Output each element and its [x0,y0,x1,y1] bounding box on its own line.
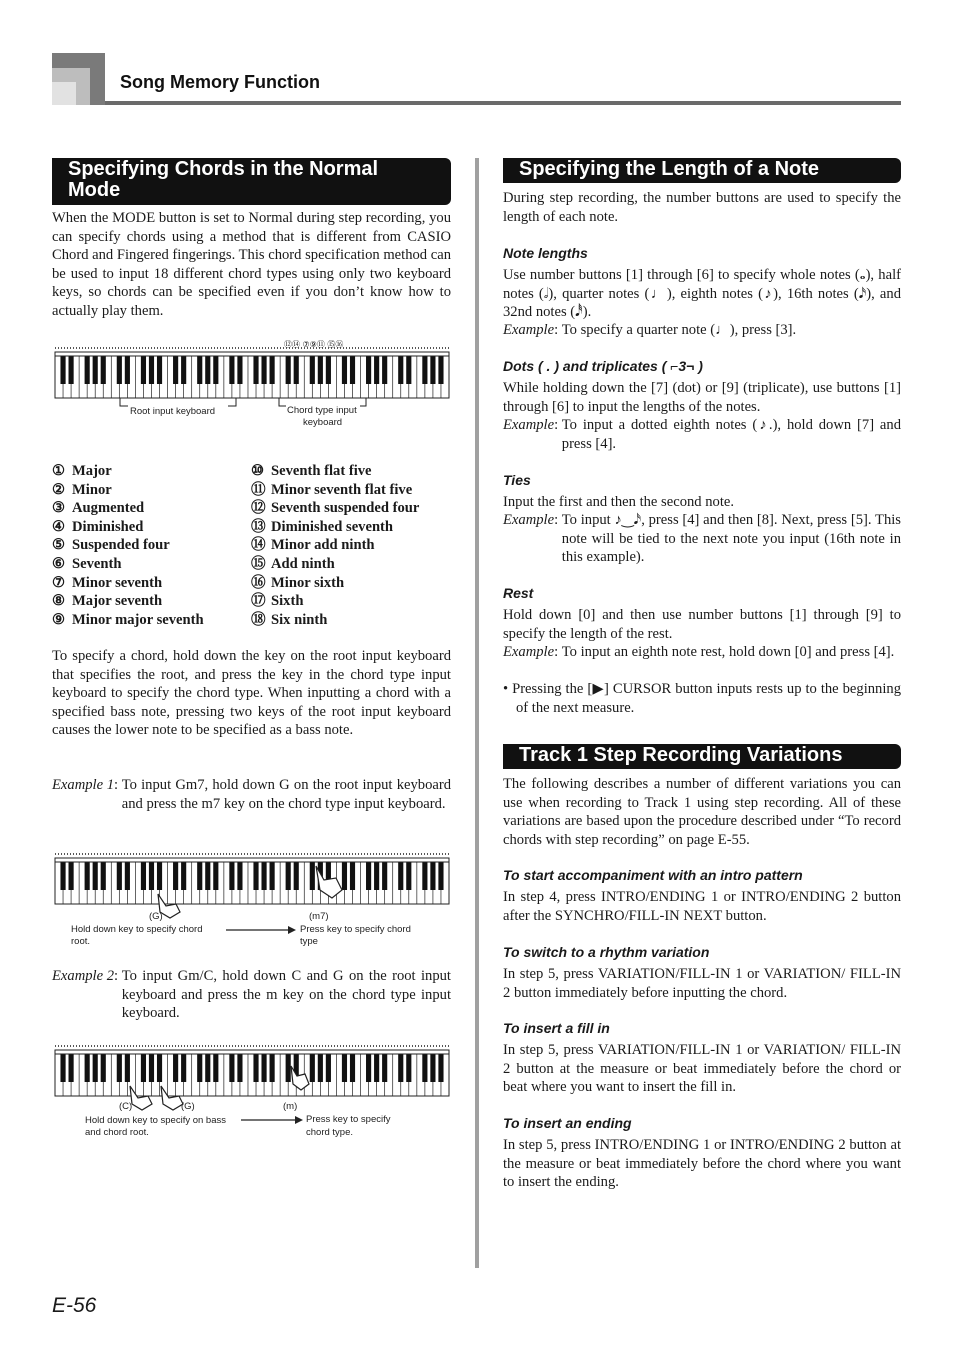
example-1: Example 1: To input Gm7, hold down G on the root input keyboard and press the m7 key on the chord type input keyboard. [52,777,451,812]
chord-type-item [52,555,204,574]
variation-text-fill-in: In step 5, press VARIATION/FILL-IN 1 or VARIATION/ FILL-IN 2 button at the measure or beat immediately before the chord or beat where you want to insert the fill in. [503,1042,901,1096]
black-key [342,356,347,384]
chord-type-number: ④ [52,518,66,535]
ties-text: Input the first and then the second note. [503,494,735,510]
chord-type-number: ⑮ [251,555,266,572]
black-key [237,1054,242,1082]
black-key [422,1054,427,1082]
chord-type-item [251,518,419,537]
chord-type-number: ⑥ [52,555,66,572]
black-key [326,356,331,384]
black-key [205,1054,210,1082]
chord-type-name: Six ninth [271,611,328,628]
chord-type-name: Minor seventh [72,574,163,591]
black-key [366,356,371,384]
black-key [237,862,242,890]
chord-types-list-2 [251,462,419,629]
black-key [406,1054,411,1082]
chord-type-keyboard-label-2: keyboard [303,417,343,428]
black-key [60,1054,65,1082]
svg-text:⑫⑭ ⑦⑨⑪ ⑮⑯: ⑫⑭ ⑦⑨⑪ ⑮⑯ [284,340,344,349]
chord-type-number: ⑦ [52,574,66,591]
variation-title-ending: To insert an ending [503,1115,632,1131]
black-key [117,862,122,890]
arrow-right-icon [241,1115,303,1125]
note-lengths-example-text: To specify a quarter note (♩), press [3]. [561,322,797,338]
chord-number-markers [280,338,360,350]
black-key [213,1054,218,1082]
key-g-label-2: (G) [181,1101,195,1112]
dots-example-text: To input a dotted eighth notes (♪.), hold down [7] and press [4]. [561,417,901,452]
kb3-left-note-1: Hold down key to specify on bass [85,1115,226,1126]
chord-type-item [251,499,419,518]
black-key [261,1054,266,1082]
black-key [197,1054,202,1082]
kb3-right-note-2: chord type. [306,1127,353,1138]
kb3-right-note-1: Press key to specify [306,1114,391,1125]
black-key [374,862,379,890]
chord-type-number: ⑤ [52,537,66,554]
chord-types-list-1 [52,462,204,629]
black-key [101,862,106,890]
variation-title-fill-in: To insert a fill in [503,1020,610,1036]
header-title: Song Memory Function [120,72,320,92]
black-key [350,862,355,890]
note-lengths-example: Example: To specify a quarter note (♩), press [3]. [503,321,901,340]
black-key [229,1054,234,1082]
black-key [205,862,210,890]
chord-type-number: ⑱ [251,611,266,628]
chord-type-item [52,611,204,630]
black-key [310,356,315,384]
chord-type-item [251,611,419,630]
note-length-intro: During step recording, the number buttons are used to specify the length of each note. [503,190,901,225]
black-key [382,862,387,890]
black-key [253,1054,258,1082]
black-key [197,356,202,384]
variation-title-rhythm: To switch to a rhythm variation [503,944,710,960]
black-key [398,1054,403,1082]
black-key [350,356,355,384]
black-key [125,356,130,384]
black-key [438,1054,443,1082]
page-number: E-56 [52,1294,97,1317]
black-key [326,1054,331,1082]
kb2-left-note-1: Hold down key to specify chord [71,924,203,935]
hand-pointer-icon [285,1062,315,1092]
chords-intro-paragraph: When the MODE button is set to Normal during step recording, you can specify chords using a method that is different from CASIO Chord and Fingered fingerings. This chord specification method can be used to input 18 different chord types using only two keyboard keys, so chords can be specified even if you don’t know how to actually play them. [52,210,451,319]
black-key [101,1054,106,1082]
black-key [157,1054,162,1082]
example-1-label: Example 1 [52,777,115,793]
chord-type-name: Sixth [271,593,304,610]
dots-example: Example: To input a dotted eighth notes (♪.), hold down [7] and press [4]. [503,417,901,452]
black-key [125,1054,130,1082]
chord-type-name: Diminished seventh [271,518,394,535]
chord-type-name: Major [72,463,112,479]
section-heading-chords: Specifying Chords in the Normal Mode [52,158,451,205]
chord-type-name: Minor sixth [271,574,345,591]
chord-type-item [52,499,204,518]
black-key [294,862,299,890]
example-2: Example 2: To input Gm/C, hold down C and G on the root input keyboard and press the m key on the chord type input keyboard. [52,968,451,1022]
variation-text-rhythm: In step 5, press VARIATION/FILL-IN 1 or VARIATION/ FILL-IN 2 button immediately before inputting the chord. [503,966,901,1001]
black-key [173,1054,178,1082]
black-key [181,862,186,890]
black-key [60,862,65,890]
rest-example-text: To input an eighth note rest, hold down [0] and press [4]. [561,644,895,660]
black-key [149,1054,154,1082]
example-1-text: To input Gm7, hold down G on the root input keyboard and press the m7 key on the chord type input keyboard. [121,777,451,812]
black-key [125,862,130,890]
black-key [261,356,266,384]
kb3-left-note-2: and chord root. [85,1127,149,1138]
chord-type-item [52,481,204,500]
black-key [270,356,275,384]
black-key [229,862,234,890]
chord-type-number: ⑪ [251,481,266,498]
black-key [85,862,90,890]
kb2-left-note-2: root. [71,936,91,947]
black-key [117,1054,122,1082]
black-key [318,1054,323,1082]
black-key [141,1054,146,1082]
keyboard-frame [55,858,449,904]
black-key [286,356,291,384]
black-key [430,356,435,384]
chord-type-item [251,481,419,500]
section-heading-note-length: Specifying the Length of a Note [503,158,901,183]
column-divider [475,158,479,1268]
rest-example-label: Example [503,644,555,660]
black-key [93,1054,98,1082]
key-c-label: (C) [119,1101,133,1112]
black-key [197,862,202,890]
black-key [430,1054,435,1082]
variation-text-intro: In step 4, press INTRO/ENDING 1 or INTRO/ENDING 2 button after the SYNCHRO/FILL-IN NEXT button. [503,889,901,924]
dots-title: Dots ( . ) and triplicates ( ⌐3¬ ) [503,358,703,374]
note-lengths-title: Note lengths [503,245,588,261]
black-key [422,862,427,890]
variation-text-ending: In step 5, press INTRO/ENDING 1 or INTRO/ENDING 2 button at the measure or beat immediately before the chord where you want to insert the ending. [503,1137,901,1191]
ties-example-label: Example [503,512,555,528]
rest-text: Hold down [0] and then use number buttons [1] through [9] to specify the length of the rest. [503,607,901,642]
chord-type-item [52,574,204,593]
chord-type-number: ⑯ [251,574,266,591]
black-key [253,356,258,384]
chord-type-number: ⑧ [52,593,66,610]
section-heading-variations: Track 1 Step Recording Variations [503,744,901,769]
variation-title-intro: To start accompaniment with an intro pattern [503,867,803,883]
black-key [149,862,154,890]
chord-type-number: ⑰ [251,593,266,610]
rest-example: Example: To input an eighth note rest, hold down [0] and press [4]. [503,643,901,662]
black-key [398,862,403,890]
chord-type-number: ③ [52,500,66,517]
key-m-label: (m) [283,1101,298,1112]
specify-chord-paragraph: To specify a chord, hold down the key on the root input keyboard that specifies the root, and press the key in the chord type input keyboard to specify the chord type. When inputting a chord with a specified bass note, pressing two keys of the root input keyboard causes the lower note to be specified as a bass note. [52,648,451,739]
header-tab-graphic-inner [52,82,76,105]
black-key [157,356,162,384]
black-key [60,356,65,384]
chord-type-name: Seventh [72,555,122,572]
black-key [374,356,379,384]
chord-type-item [251,462,419,481]
chord-type-name: Minor add ninth [271,537,375,554]
black-key [213,356,218,384]
chord-type-item [251,536,419,555]
chord-type-name: Major seventh [72,593,163,610]
chord-type-number: ⑩ [251,463,265,479]
black-key [422,356,427,384]
hand-pointer-icon [310,862,350,902]
black-key [398,356,403,384]
dots-text: While holding down the [7] (dot) or [9] (triplicate), use buttons [1] through [6] to input the lengths of the notes. [503,380,901,415]
chord-type-item [52,536,204,555]
black-key [270,1054,275,1082]
black-key [318,356,323,384]
keyboard-frame [55,1050,449,1096]
black-key [149,356,154,384]
black-key [141,862,146,890]
black-key [93,356,98,384]
ties-title: Ties [503,472,531,488]
chord-type-name: Minor seventh flat five [271,481,413,498]
variations-intro: The following describes a number of different variations you can use when recording to Track 1 using step recording. All of these variations are based upon the procedure described under “To record chords with step recording” on page E-55. [503,776,901,848]
chord-type-item [251,555,419,574]
black-key [438,862,443,890]
black-key [350,1054,355,1082]
chord-type-item [52,592,204,611]
chord-type-number: ⑬ [251,518,266,535]
key-m7-label: (m7) [309,911,329,922]
black-key [406,862,411,890]
black-key [237,356,242,384]
black-key [69,356,74,384]
chord-type-number: ⑭ [251,537,266,554]
ties-example: Example: To input ♪‿𝅘𝅥𝅯, press [4] and then [8]. Next, press [5]. This note will be tied to the next note you input (16th note in this example). [503,512,901,566]
black-key [253,862,258,890]
chord-type-name: Minor [72,481,112,498]
chord-type-number: ② [52,481,66,498]
ties-example-text: To input ♪‿𝅘𝅥𝅯, press [4] and then [8]. Next, press [5]. This note will be tied to the next note you input (16th note in this example). [561,512,901,566]
black-key [342,1054,347,1082]
black-key [93,862,98,890]
black-key [286,862,291,890]
black-key [101,356,106,384]
black-key [85,1054,90,1082]
key-g-label: (G) [149,911,163,922]
keyboard-diagram-2 [55,858,449,904]
root-input-keyboard-label: Root input keyboard [130,406,216,417]
black-key [366,862,371,890]
note-lengths-text: Use number buttons [1] through [6] to specify whole notes (𝅝), half notes (𝅗𝅥), quarter notes (♩), eighth notes (♪), 16th notes (𝅘𝅥𝅯), and 32nd notes (𝅘𝅥𝅰). [503,267,901,321]
chord-type-name: Add ninth [271,555,335,572]
chord-type-item [52,518,204,537]
black-key [69,1054,74,1082]
black-key [181,1054,186,1082]
black-key [173,356,178,384]
black-key [85,356,90,384]
chord-type-name: Seventh flat five [271,463,372,479]
chord-type-number: ⑨ [52,611,66,628]
black-key [382,356,387,384]
kb2-right-note-1: Press key to specify chord [300,924,411,935]
chord-type-name: Minor major seventh [72,611,204,628]
example-2-text: To input Gm/C, hold down C and G on the root input keyboard and press the m key on the chord type input keyboard. [121,968,451,1022]
chord-type-item [251,592,419,611]
arrow-right-icon [226,925,296,935]
black-key [157,862,162,890]
black-key [438,356,443,384]
rest-bullet: • Pressing the [▶] CURSOR button inputs rests up to the beginning of the next measure. [503,681,901,716]
keyboard-frame [55,352,449,398]
note-lengths-example-label: Example [503,322,555,338]
black-key [205,356,210,384]
black-key [294,356,299,384]
chord-type-keyboard-label-1: Chord type input [287,405,357,416]
black-key [366,1054,371,1082]
keyboard-diagram-1 [55,352,449,398]
header-rule [105,101,901,105]
black-key [141,356,146,384]
rest-title: Rest [503,585,534,601]
keyboard-diagram-3 [55,1050,449,1096]
chord-type-name: Suspended four [72,537,170,554]
chord-type-number: ① [52,463,66,479]
chord-type-number: ⑫ [251,500,266,517]
black-key [406,356,411,384]
black-key [213,862,218,890]
black-key [173,862,178,890]
example-2-label: Example 2 [52,968,115,984]
black-key [229,356,234,384]
black-key [181,356,186,384]
kb2-right-note-2: type [300,936,318,947]
black-key [382,1054,387,1082]
black-key [374,1054,379,1082]
chord-type-name: Diminished [72,518,144,535]
black-key [117,356,122,384]
chord-type-item [52,462,204,481]
black-key [430,862,435,890]
chord-type-name: Seventh suspended four [271,500,420,517]
chord-type-item [251,574,419,593]
dots-example-label: Example [503,417,555,433]
black-key [69,862,74,890]
black-key [261,862,266,890]
chord-type-name: Augmented [72,500,145,517]
black-key [270,862,275,890]
